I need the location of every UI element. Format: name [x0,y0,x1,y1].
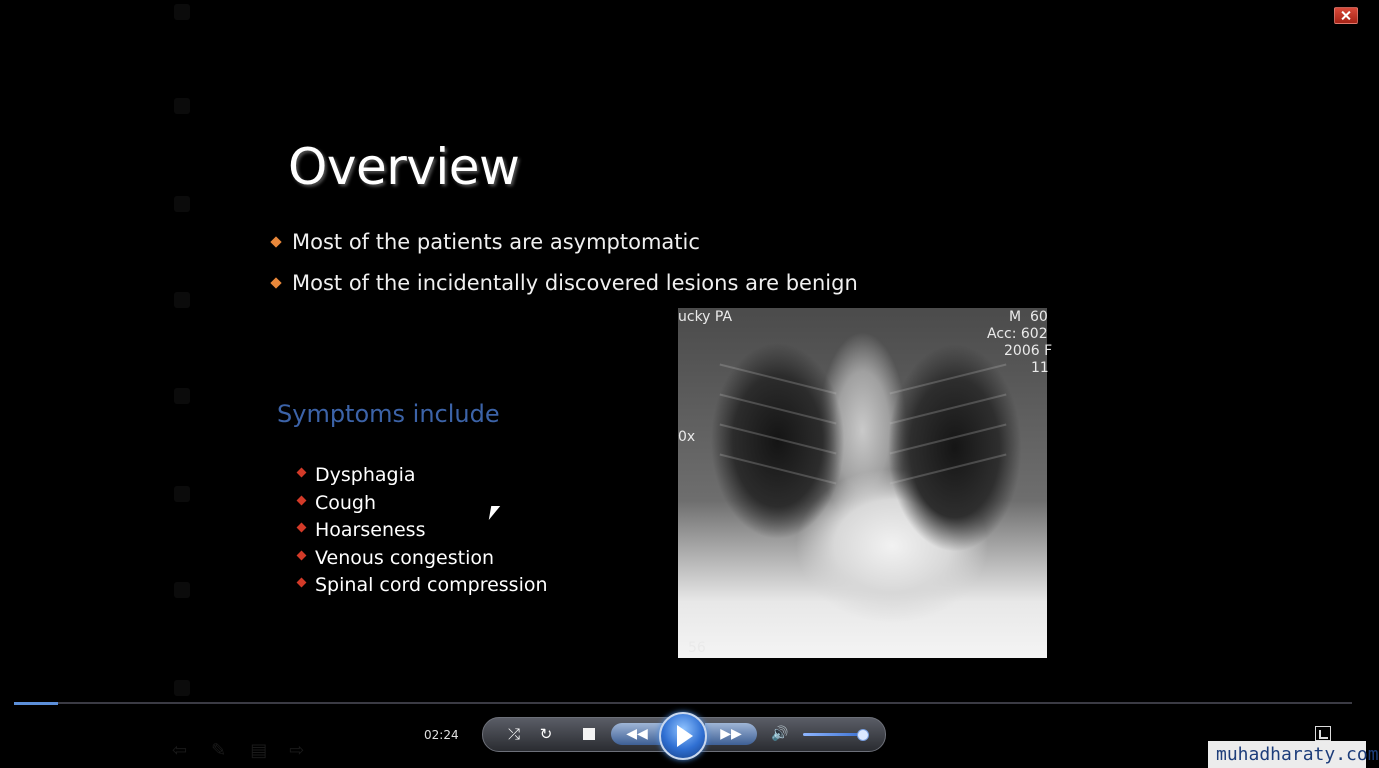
diamond-bullet-icon [270,277,281,288]
bullet-text: Most of the patients are asymptomatic [292,230,700,254]
xray-label: 11 [1031,360,1049,376]
xray-label: Acc: 602 [987,326,1048,342]
diamond-bullet-icon [297,495,307,505]
chest-xray-image [678,308,1053,658]
list-item [298,517,548,545]
menu-icon[interactable]: ▤ [250,740,268,761]
xray-label: 2006 F [1004,343,1053,359]
fast-forward-button[interactable]: ▶▶ [705,723,757,745]
xray-label: 56 [688,640,706,656]
bullet-text: Most of the incidentally discovered lesions are benign [292,271,858,295]
switch-to-library-icon[interactable] [1315,726,1331,741]
list-item [298,490,548,518]
slide-side-nav [168,0,198,700]
watermark: muhadharaty.com [1208,741,1366,768]
xray-label: ucky PA [678,309,733,325]
symptom-text: Venous congestion [315,546,495,569]
xray-label: 0x [678,429,696,445]
symptom-text: Hoarseness [315,519,426,541]
list-item [298,572,548,600]
close-icon[interactable] [1334,7,1358,24]
seek-progress [14,702,58,705]
rewind-button[interactable]: ◀◀ [611,723,663,745]
symptoms-list [298,462,548,600]
list-item [298,545,548,573]
symptom-text: Spinal cord compression [315,574,548,596]
playback-controls [482,717,886,752]
pen-icon[interactable]: ✎ [211,740,227,761]
xray-label: M 60 [1009,309,1048,325]
symptom-text: Dysphagia [315,464,416,486]
diamond-bullet-icon [297,578,307,588]
volume-slider-handle[interactable] [857,729,869,741]
shuffle-icon[interactable]: ⤮ [507,725,520,743]
elapsed-time: 02:24 [424,728,459,742]
play-button[interactable] [659,712,707,760]
slide-tools [172,740,323,760]
list-item [270,269,858,310]
list-item [298,462,548,490]
slide-title: Overview [288,138,520,196]
list-item [270,228,858,269]
forward-arrow-icon[interactable]: ⇨ [289,740,305,761]
diamond-bullet-icon [270,236,281,247]
back-arrow-icon[interactable]: ⇦ [172,740,188,761]
seek-bar[interactable] [14,702,1352,704]
speaker-icon[interactable]: 🔊 [771,726,789,742]
symptom-text: Cough [315,491,377,514]
diamond-bullet-icon [297,550,307,560]
symptoms-heading: Symptoms include [277,400,500,428]
volume-slider[interactable] [803,733,865,736]
stop-button[interactable] [583,728,595,740]
diamond-bullet-icon [297,468,307,478]
diamond-bullet-icon [297,523,307,533]
main-bullet-list [270,228,858,310]
repeat-icon[interactable]: ↻ [539,725,553,743]
